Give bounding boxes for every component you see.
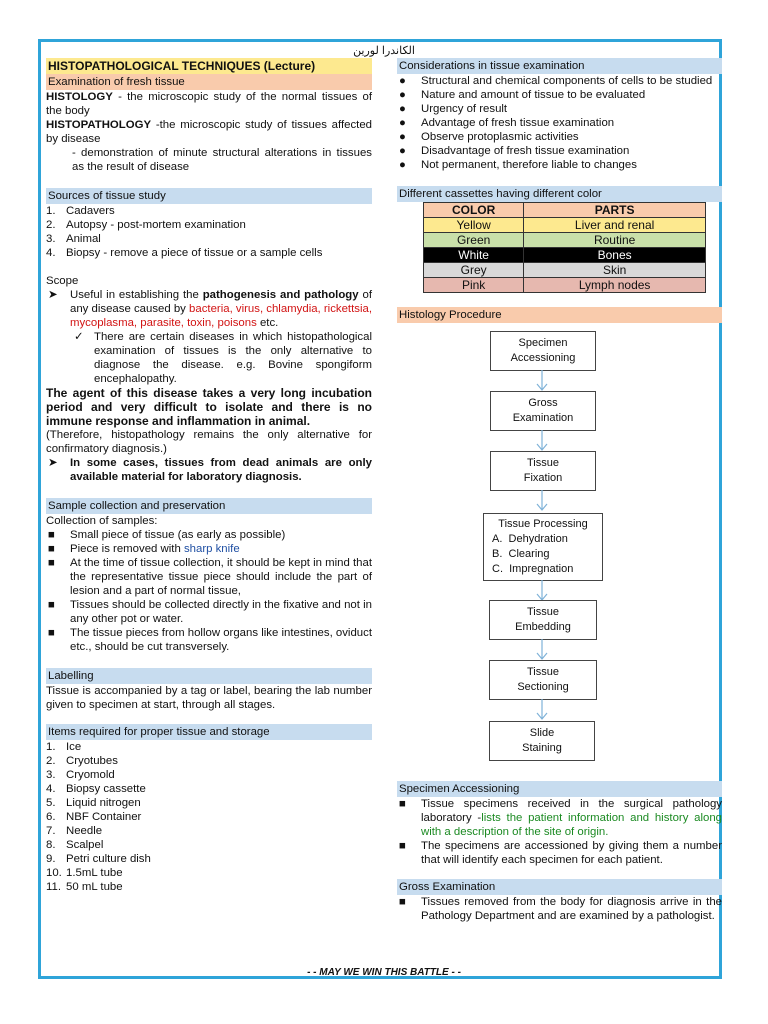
- list-item: 10. 1.5mL tube: [46, 867, 123, 879]
- lecture-title: HISTOPATHOLOGICAL TECHNIQUES (Lecture): [46, 58, 372, 74]
- list-item: ● Advantage of fresh tissue examination: [399, 117, 615, 129]
- down-arrow-icon: [536, 370, 548, 392]
- list-item: ■ At the time of tissue collection, it should be kept in mind that the representative tissue piece should include the part of lesion and a part of normal tissue,: [48, 557, 373, 597]
- histopathology-term: HISTOPATHOLOGY: [46, 119, 152, 131]
- collection-list: [46, 528, 372, 654]
- fresh-tissue-header: Examination of fresh tissue: [46, 74, 372, 90]
- list-item: 3. Animal: [46, 233, 101, 245]
- square-bullet-icon: ■: [48, 529, 55, 541]
- square-bullet-icon: ■: [399, 840, 406, 852]
- table-row: Green Routine: [424, 233, 706, 248]
- cassettes-table: [423, 202, 706, 293]
- down-arrow-icon: [536, 699, 548, 721]
- agent-paragraph: The agent of this disease takes a very long incubation period and very difficult to isolate and there is no immune response and inflammation in animal.: [46, 386, 372, 428]
- labelling-header: Labelling: [46, 668, 372, 684]
- flow-step-tissue-sectioning: Tissue Sectioning: [489, 660, 597, 700]
- list-item: ● Nature and amount of tissue to be evaluated: [399, 89, 646, 101]
- dot-bullet-icon: ●: [399, 89, 406, 101]
- left-column: [46, 58, 372, 894]
- table-row: Grey Skin: [424, 263, 706, 278]
- accession-header: Specimen Accessioning: [397, 781, 722, 797]
- list-item: ■ Tissue specimens received in the surgical pathology laboratory -lists the patient information and history along with a description of the site of origin.: [399, 798, 722, 838]
- flow-step-tissue-processing: Tissue Processing A. Dehydration B. Clearing C. Impregnation: [483, 513, 603, 581]
- list-item: 1. Cadavers: [46, 205, 115, 217]
- list-item: ■ Small piece of tissue (as early as possible): [48, 529, 286, 541]
- procedure-flowchart: [397, 323, 722, 773]
- dot-bullet-icon: ●: [399, 131, 406, 143]
- list-item: 2. Cryotubes: [46, 755, 118, 767]
- footer-motto: - - MAY WE WIN THIS BATTLE - -: [307, 967, 461, 978]
- square-bullet-icon: ■: [399, 896, 406, 908]
- list-item: 2. Autopsy - post-mortem examination: [46, 219, 246, 231]
- dot-bullet-icon: ●: [399, 145, 406, 157]
- list-item: ● Urgency of result: [399, 103, 508, 115]
- collection-label: Collection of samples:: [46, 515, 158, 527]
- down-arrow-icon: [536, 639, 548, 661]
- square-bullet-icon: ■: [48, 543, 55, 555]
- list-item: ● Disadvantage of fresh tissue examination: [399, 145, 630, 157]
- square-bullet-icon: ■: [399, 798, 406, 810]
- list-item: 4. Biopsy - remove a piece of tissue or a sample cells: [46, 247, 323, 259]
- cassettes-header: Different cassettes having different color: [397, 186, 722, 202]
- sample-header: Sample collection and preservation: [46, 498, 372, 514]
- arrow-bullet-icon: ➤: [48, 457, 58, 469]
- table-header-row: [424, 203, 706, 218]
- sources-header: Sources of tissue study: [46, 188, 372, 204]
- flow-step-tissue-embedding: Tissue Embedding: [489, 600, 597, 640]
- right-column: [397, 58, 722, 923]
- square-bullet-icon: ■: [48, 557, 55, 569]
- considerations-list: [397, 74, 722, 172]
- list-item: 1. Ice: [46, 741, 82, 753]
- histology-def: - the microscopic study of the normal tissues of the body: [46, 91, 372, 117]
- dead-animals-item: ➤ In some cases, tissues from dead animals are only available material for laboratory diagnosis.: [48, 457, 372, 483]
- list-item: ● Observe protoplasmic activities: [399, 131, 579, 143]
- flow-step-tissue-fixation: Tissue Fixation: [490, 451, 596, 491]
- list-item: ■ Tissues removed from the body for diagnosis arrive in the Pathology Department and are examined by a pathologist.: [399, 896, 722, 922]
- items-list: [46, 740, 372, 894]
- down-arrow-icon: [536, 490, 548, 512]
- flow-step-slide-staining: Slide Staining: [489, 721, 595, 761]
- histopathology-def: -the microscopic study of tissues affected by disease: [46, 119, 372, 145]
- list-item: 7. Needle: [46, 825, 103, 837]
- list-item: ● Not permanent, therefore liable to changes: [399, 159, 637, 171]
- down-arrow-icon: [536, 580, 548, 602]
- flow-step-specimen-accessioning: Specimen Accessioning: [490, 331, 596, 371]
- table-row: White Bones: [424, 248, 706, 263]
- dot-bullet-icon: ●: [399, 117, 406, 129]
- list-item: 4. Biopsy cassette: [46, 783, 146, 795]
- scope-label: Scope: [46, 275, 79, 287]
- list-item: ■ The tissue pieces from hollow organs like intestines, oviduct etc., should be cut transversely.: [48, 627, 372, 653]
- dot-bullet-icon: ●: [399, 75, 406, 87]
- histology-term: HISTOLOGY: [46, 91, 113, 103]
- table-row: Pink Lymph nodes: [424, 278, 706, 293]
- therefore-paragraph: (Therefore, histopathology remains the only alternative for confirmatory diagnosis.): [46, 429, 372, 455]
- square-bullet-icon: ■: [48, 599, 55, 611]
- arabic-header: الكاندرا لورين: [353, 45, 415, 57]
- down-arrow-icon: [536, 430, 548, 452]
- gross-header: Gross Examination: [397, 879, 722, 895]
- table-row: Yellow Liver and renal: [424, 218, 706, 233]
- histology-definition: [46, 90, 372, 118]
- list-item: 11. 50 mL tube: [46, 881, 123, 893]
- list-item: ● Structural and chemical components of cells to be studied: [399, 75, 713, 87]
- list-item: ■ Piece is removed with sharp knife: [48, 543, 240, 555]
- list-item: 9. Petri culture dish: [46, 853, 151, 865]
- dot-bullet-icon: ●: [399, 159, 406, 171]
- scope-item: ➤ Useful in establishing the pathogenesis and pathology of any disease caused by bacteria, virus, chlamydia, rickettsia, mycoplasma, parasite, toxin, poisons etc.: [48, 289, 372, 329]
- list-item: ■ The specimens are accessioned by giving them a number that will identify each specimen for each patient.: [399, 840, 722, 866]
- list-item: 5. Liquid nitrogen: [46, 797, 141, 809]
- histopathology-sub: - demonstration of minute structural alterations in tissues as the result of disease: [72, 147, 372, 173]
- procedure-header: Histology Procedure: [397, 307, 722, 323]
- list-item: 6. NBF Container: [46, 811, 142, 823]
- considerations-header: Considerations in tissue examination: [397, 58, 722, 74]
- list-item: 8. Scalpel: [46, 839, 104, 851]
- flow-step-gross-examination: Gross Examination: [490, 391, 596, 431]
- column-header-color: COLOR: [424, 203, 524, 218]
- histopathology-definition: [46, 118, 372, 146]
- labelling-text: Tissue is accompanied by a tag or label, bearing the lab number given to specimen at start, through all stages.: [46, 685, 372, 711]
- list-item: 3. Cryomold: [46, 769, 115, 781]
- sources-list: [46, 204, 372, 260]
- arrow-bullet-icon: ➤: [48, 289, 58, 301]
- check-icon: ✓: [74, 331, 84, 343]
- list-item: ■ Tissues should be collected directly in the fixative and not in any other pot or water.: [48, 599, 372, 625]
- dot-bullet-icon: ●: [399, 103, 406, 115]
- column-header-parts: PARTS: [524, 203, 706, 218]
- square-bullet-icon: ■: [48, 627, 55, 639]
- items-header: Items required for proper tissue and storage: [46, 724, 372, 740]
- scope-check-item: ✓ There are certain diseases in which histopathological examination of tissues is the only alternative to diagnose the disease. e.g. Bovine spongiform encephalopathy.: [74, 331, 372, 385]
